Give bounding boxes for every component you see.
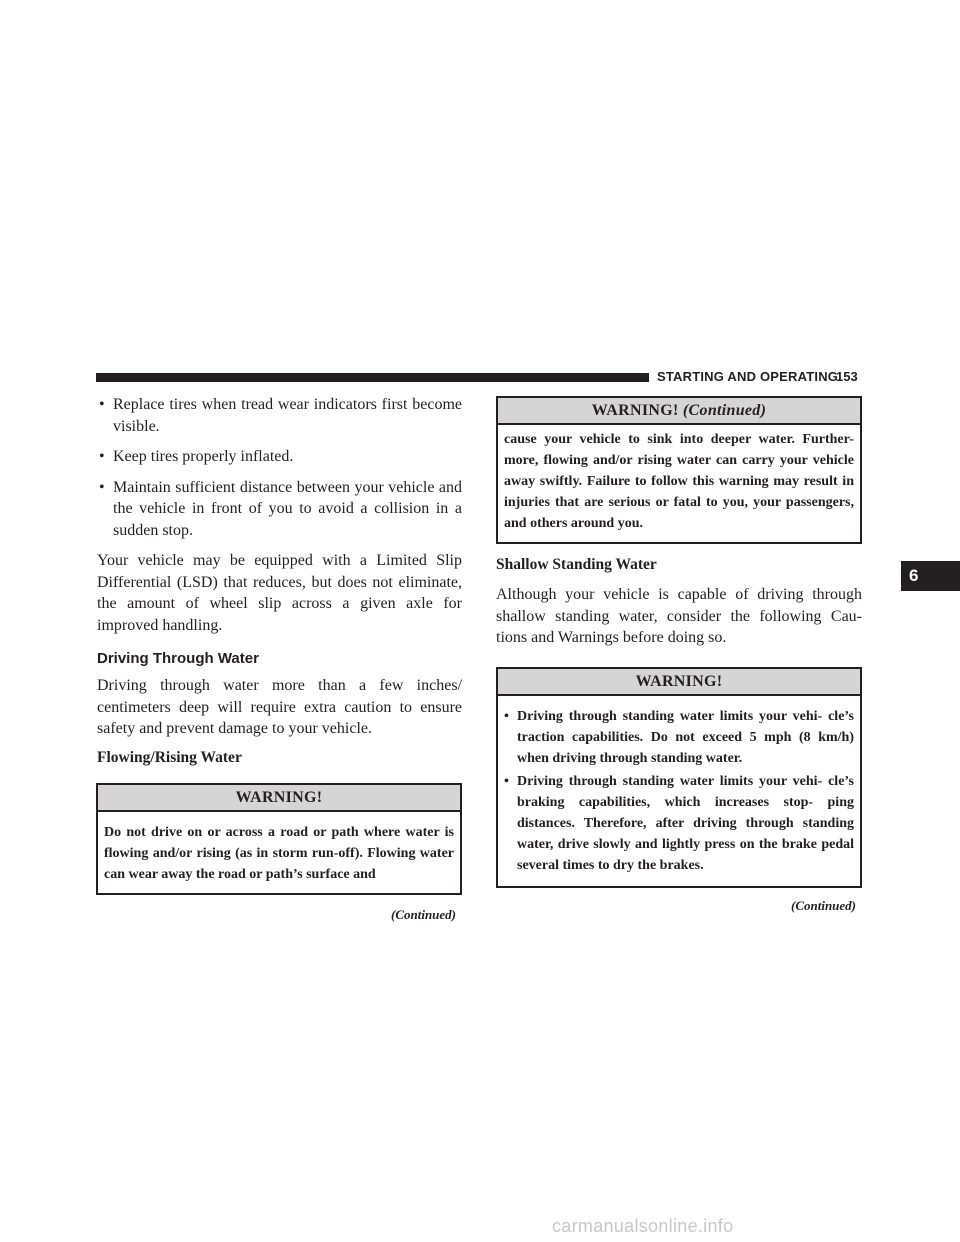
page-number: 153 (836, 369, 858, 384)
tire-tips-list (97, 394, 462, 541)
list-item: • Maintain sufficient distance between your vehicle and the vehicle in front of you to avoid a collision in a sudden stop. (99, 478, 462, 539)
shallow-water-subheading: Shallow Standing Water (496, 556, 657, 573)
warning-box-standing (496, 667, 862, 888)
water-paragraph: Driving through water more than a few inches/ centimeters deep will require extra caution to ensure safety and prevent damage to your vehicle. (97, 677, 462, 737)
warning-box-continued (496, 396, 862, 544)
bullet-icon: • (504, 773, 509, 789)
bullet-icon: • (99, 448, 105, 465)
warning-title: WARNING! (498, 669, 860, 696)
continued-label: (Continued) (790, 897, 856, 913)
warning-text: cause your vehicle to sink into deeper water. Further- more, flowing and/or rising water can carry your vehicle away swiftly. Failure to follow this warning may result in injuries that are serious or fatal to you, your passengers, and others around you. (504, 432, 854, 531)
continued-label: (Continued) (390, 906, 456, 922)
warning-bullet-list (504, 706, 854, 876)
warning-title: WARNING! (98, 785, 460, 812)
list-item: • Keep tires properly inflated. (97, 446, 462, 468)
list-item: • Driving through standing water limits your vehi- cle’s braking capabilities, which increases stop- ping distances. Therefore, after driving through standing water, drive slowly and lightly press on the brake pedal several times to dry the brakes. (504, 771, 854, 876)
right-column (496, 396, 862, 914)
bullet-icon: • (99, 478, 105, 496)
warning-text: Do not drive on or across a road or path where water is flowing and/or rising (as in storm run-off). Flowing water can wear away the road or path’s surface and (104, 824, 454, 882)
warning-box-flowing (96, 783, 462, 895)
bullet-icon: • (99, 396, 105, 413)
driving-through-water-heading: Driving Through Water (97, 650, 259, 667)
flowing-water-subheading: Flowing/Rising Water (97, 748, 242, 766)
warning-title: WARNING! (Continued) (498, 398, 860, 425)
list-item: • Driving through standing water limits your vehi- cle’s traction capabilities. Do not exceed 5 mph (8 km/h) when driving through standing water. (504, 706, 854, 769)
watermark: carmanualsonline.info (552, 1216, 734, 1236)
list-item: • Replace tires when tread wear indicators first become visible. (99, 396, 462, 435)
bullet-icon: • (504, 708, 509, 724)
chapter-tab: 6 (901, 561, 960, 591)
warning-continued-suffix: (Continued) (682, 402, 767, 419)
lsd-paragraph: Your vehicle may be equipped with a Limited Slip Differential (LSD) that reduces, but does not eliminate, the amount of wheel slip across a given axle for improved handling. (97, 552, 462, 634)
section-title: STARTING AND OPERATING (657, 369, 839, 384)
warning-text (498, 696, 860, 886)
left-column (97, 394, 462, 923)
header-rule (96, 373, 649, 382)
shallow-water-paragraph: Although your vehicle is capable of driving through shallow standing water, consider the following Cau- tions and Warnings before doing so. (496, 586, 862, 646)
